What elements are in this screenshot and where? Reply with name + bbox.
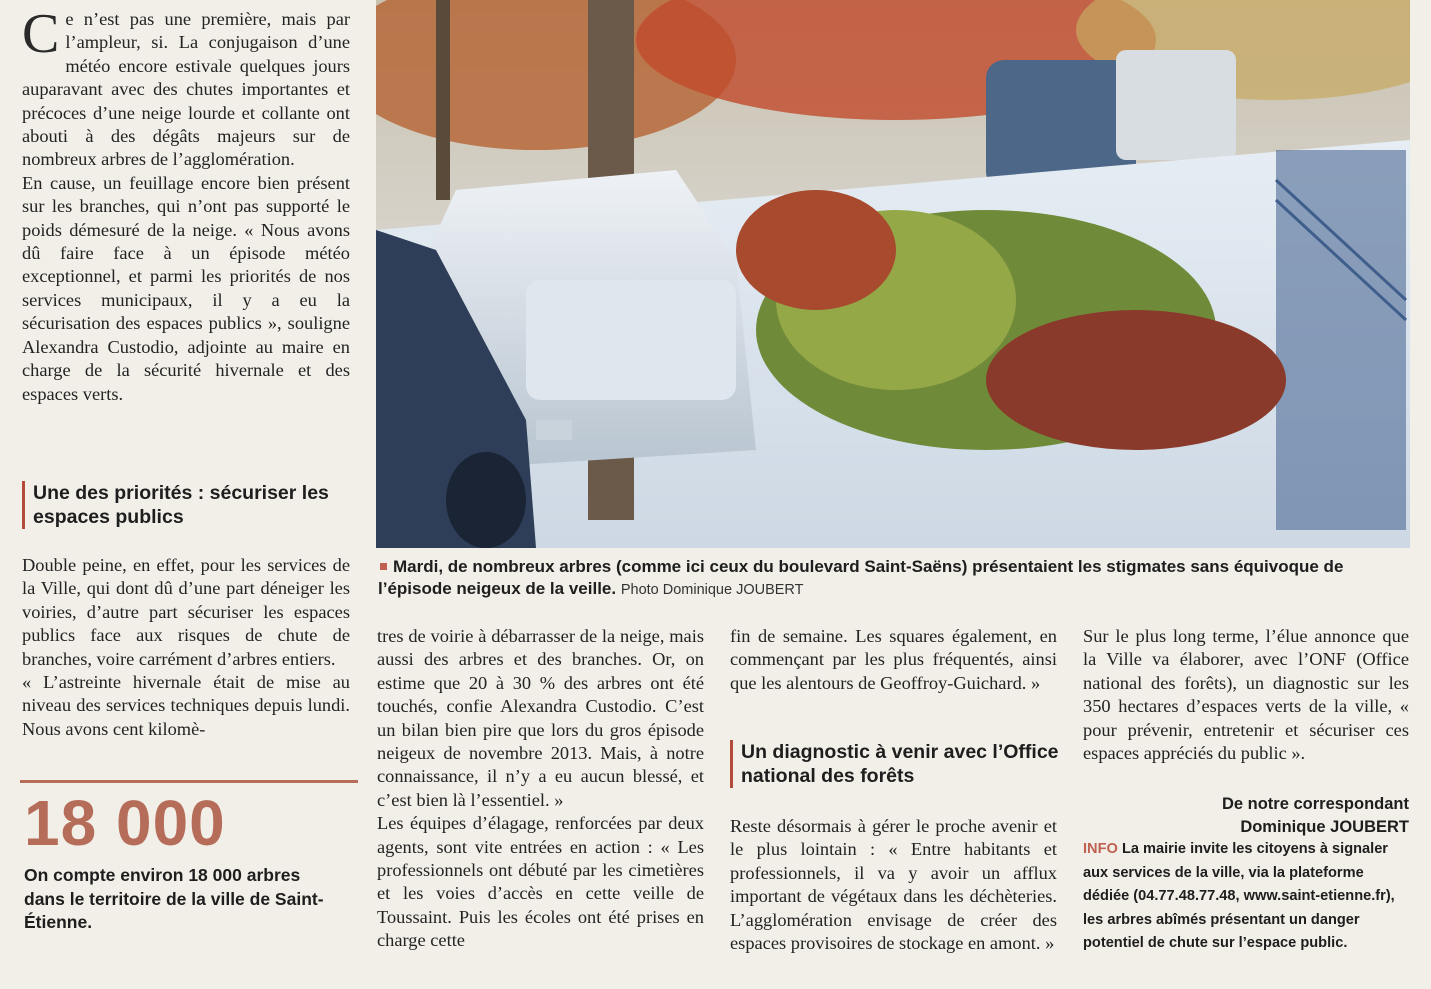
photo-illustration bbox=[376, 0, 1410, 548]
photo-caption bbox=[378, 556, 1388, 601]
info-box bbox=[1083, 838, 1409, 956]
intro-paragraph bbox=[22, 3, 350, 172]
paragraph: Les équipes d’élagage, renforcées par deux agents, sont vite entrées en action : « Les professionnels ont débuté par les cimetières et les voies d’accès en cette veille de Toussaint. Puis les écoles ont été prises en charge cette bbox=[377, 813, 704, 951]
article-column-4 bbox=[1083, 625, 1409, 765]
article-column-3 bbox=[730, 625, 1057, 695]
paragraph: tres de voirie à débarrasser de la neige, mais aussi des arbres et des branches. Or, on estime que 20 à 30 % des arbres ont été touchés, confie Alexandra Custodio. C’est un bilan bien pire que lors du gros épisode neigeux de novembre 2013. Mais, à notre connaissance, il n’y a eu aucun blessé, et c’est bien là l’essentiel. » bbox=[377, 626, 704, 810]
paragraph: Sur le plus long terme, l’élue annonce que la Ville va élaborer, avec l’ONF (Office national des forêts), un diagnostic sur les 350 hectares d’espaces verts de la ville, « pour prévenir, entretenir et sécuriser ces espaces appréciés du public ». bbox=[1083, 626, 1409, 764]
intro-text: e n’est pas une première, mais par l’ampleur, si. La conjugaison d’une météo encore estivale quelques jours auparavant avec des chutes importantes et précoces d’une neige lourde et collante ont abouti à des dégâts majeurs sur de nombreux arbres de l’agglomération. bbox=[22, 9, 350, 170]
highlight-number: 18 000 bbox=[24, 787, 226, 859]
drop-cap: C bbox=[22, 3, 60, 65]
paragraph: Reste désormais à gérer le proche avenir et le plus lointain : « Entre habitants et professionnels, il va y avoir un afflux important de végétaux dans les déchèteries. L’agglomération envisage de créer des espaces provisoires de stockage en amont. » bbox=[730, 816, 1057, 954]
article-column-2 bbox=[377, 625, 704, 953]
paragraph: « L’astreinte hivernale était de mise au niveau des services techniques depuis lundi. Nous avons cent kilomè- bbox=[22, 672, 350, 739]
highlight-rule bbox=[20, 780, 358, 783]
caption-bullet bbox=[380, 563, 387, 570]
article-column-1 bbox=[22, 3, 350, 406]
highlight-text: On compte environ 18 000 arbres dans le territoire de la ville de Saint-Étienne. bbox=[24, 865, 324, 932]
paragraph: Double peine, en effet, pour les services de la Ville, qui dont dû d’une part déneiger les voiries, d’autre part sécuriser les espaces publics face aux risques de chute de branches, voire carrément d’arbres entiers. bbox=[22, 555, 350, 669]
info-text: La mairie invite les citoyens à signaler aux services de la ville, via la plateforme dédiée (04.77.48.77.48, www.saint-etienne.fr), les arbres abîmés présentant un danger potentiel de chute sur l’espace public. bbox=[1083, 841, 1395, 951]
subheading-diagnostic: Un diagnostic à venir avec l’Office national des forêts bbox=[730, 740, 1059, 788]
photo-credit: Photo Dominique JOUBERT bbox=[620, 582, 804, 598]
signature-line-2: Dominique JOUBERT bbox=[1240, 818, 1409, 836]
author-signature bbox=[1222, 793, 1409, 839]
info-tag: INFO bbox=[1083, 841, 1118, 857]
caption-text: Mardi, de nombreux arbres (comme ici ceux du boulevard Saint-Saëns) présentaient les stigmates sans équivoque de l’épisode neigeux de la veille. bbox=[378, 557, 1344, 598]
paragraph: fin de semaine. Les squares également, en commençant par les plus fréquentés, ainsi que les alentours de Geoffroy-Guichard. » bbox=[730, 626, 1057, 693]
paragraph: En cause, un feuillage encore bien présent sur les branches, qui n’ont pas supporté le poids démesuré de la neige. « Nous avons dû faire face à un épisode météo exceptionnel, et parmi les priorités de nos services municipaux, il y a eu la sécurisation des espaces publics », souligne Alexandra Custodio, adjointe au maire en charge de la sécurité hivernale et des espaces verts. bbox=[22, 172, 350, 404]
subheading-priorities: Une des priorités : sécuriser les espaces publics bbox=[22, 481, 351, 529]
article-column-3b bbox=[730, 815, 1057, 955]
article-column-1b bbox=[22, 554, 350, 741]
snow-damaged-trees-photo bbox=[376, 0, 1410, 548]
signature-line-1: De notre correspondant bbox=[1221, 795, 1409, 813]
